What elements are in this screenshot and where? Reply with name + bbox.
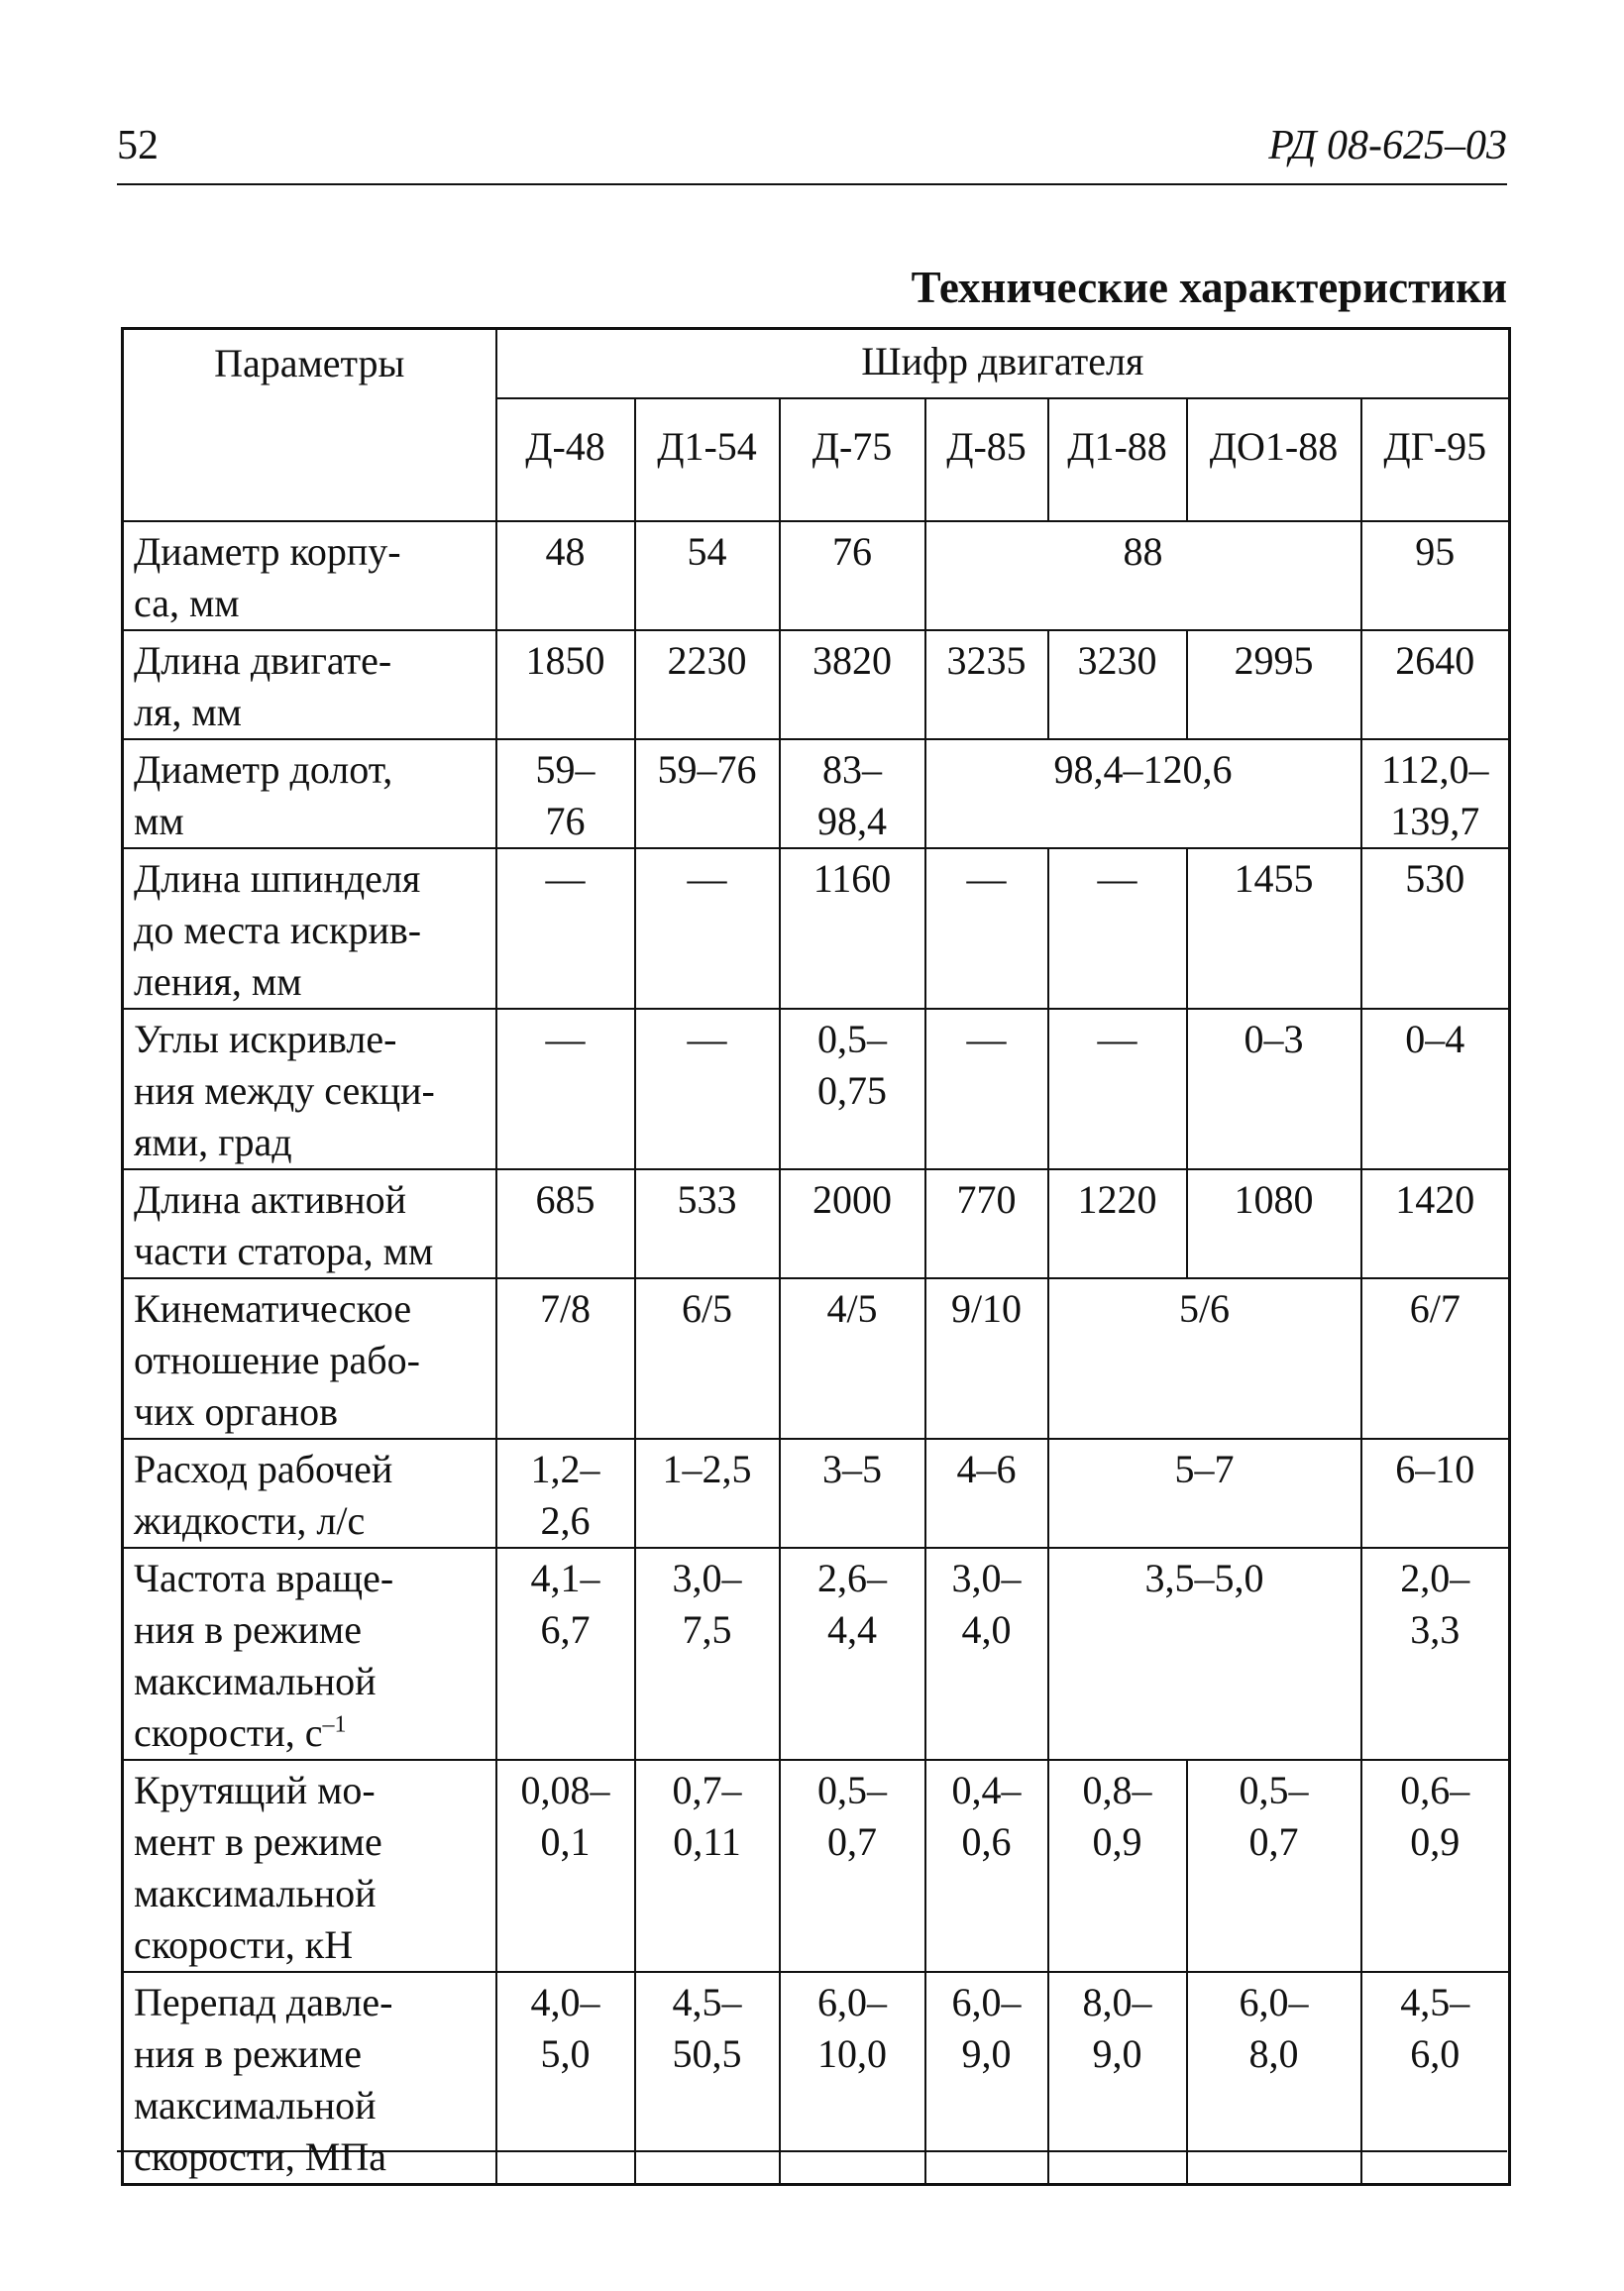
value-cell: 0,8– 0,9 — [1048, 1760, 1187, 1972]
value-cell: 2230 — [635, 630, 780, 739]
motor-code-header: Шифр двигателя — [496, 329, 1510, 399]
table-row — [123, 521, 1510, 630]
table-row — [123, 848, 1510, 1009]
header-rule — [117, 183, 1507, 185]
value-cell: 2,0– 3,3 — [1361, 1548, 1510, 1760]
value-cell: 54 — [635, 521, 780, 630]
param-cell: Углы искривле- ния между секци- ями, град — [123, 1009, 496, 1169]
value-cell: 3230 — [1048, 630, 1187, 739]
value-cell: 0–3 — [1187, 1009, 1361, 1169]
value-cell: 0,5– 0,7 — [1187, 1760, 1361, 1972]
value-cell: 2,6– 4,4 — [780, 1548, 925, 1760]
table-row — [123, 1760, 1510, 1972]
value-cell: 685 — [496, 1169, 635, 1278]
value-cell: 533 — [635, 1169, 780, 1278]
table-title: Технические характеристики — [911, 263, 1507, 312]
value-cell: 98,4–120,6 — [925, 739, 1361, 848]
motor-header: Д-48 — [496, 398, 635, 521]
value-cell: 6–10 — [1361, 1439, 1510, 1548]
value-cell: — — [925, 848, 1048, 1009]
param-cell — [123, 1548, 496, 1760]
param-cell: Расход рабочей жидкости, л/с — [123, 1439, 496, 1548]
value-cell: 76 — [780, 521, 925, 630]
table-row — [123, 739, 1510, 848]
value-cell: 0,6– 0,9 — [1361, 1760, 1510, 1972]
value-cell: 0,5– 0,7 — [780, 1760, 925, 1972]
value-cell: 1220 — [1048, 1169, 1187, 1278]
value-cell: 4,5– 50,5 — [635, 1972, 780, 2185]
value-cell: — — [635, 1009, 780, 1169]
motor-header: Д-75 — [780, 398, 925, 521]
param-cell: Перепад давле- ния в режиме максимальной скорости, МПа — [123, 1972, 496, 2185]
param-cell: Крутящий мо- мент в режиме максимальной скорости, кН — [123, 1760, 496, 1972]
param-column-header: Параметры — [123, 329, 496, 522]
document-code: РД 08-625–03 — [1268, 123, 1507, 168]
param-cell: Длина двигате- ля, мм — [123, 630, 496, 739]
value-cell: 3,5–5,0 — [1048, 1548, 1361, 1760]
param-cell: Кинематическое отношение рабо- чих органов — [123, 1278, 496, 1439]
value-cell: 3820 — [780, 630, 925, 739]
param-cell: Диаметр корпу- са, мм — [123, 521, 496, 630]
unit-exponent: –1 — [322, 1711, 347, 1738]
value-cell: — — [496, 1009, 635, 1169]
value-cell: 1,2– 2,6 — [496, 1439, 635, 1548]
table-row — [123, 630, 1510, 739]
table-header-row — [123, 329, 1510, 399]
value-cell: 6,0– 9,0 — [925, 1972, 1048, 2185]
value-cell: 0,7– 0,11 — [635, 1760, 780, 1972]
value-cell: 59–76 — [635, 739, 780, 848]
value-cell: 4,1– 6,7 — [496, 1548, 635, 1760]
value-cell: 48 — [496, 521, 635, 630]
value-cell: 1160 — [780, 848, 925, 1009]
value-cell: 112,0– 139,7 — [1361, 739, 1510, 848]
table-row — [123, 1972, 1510, 2185]
value-cell: 2640 — [1361, 630, 1510, 739]
value-cell: 1080 — [1187, 1169, 1361, 1278]
motor-header: Д-85 — [925, 398, 1048, 521]
table-row — [123, 1009, 1510, 1169]
value-cell: 6,0– 10,0 — [780, 1972, 925, 2185]
value-cell: 0–4 — [1361, 1009, 1510, 1169]
value-cell: 9/10 — [925, 1278, 1048, 1439]
value-cell: 2000 — [780, 1169, 925, 1278]
value-cell: 59– 76 — [496, 739, 635, 848]
value-cell: 3235 — [925, 630, 1048, 739]
value-cell: 6/5 — [635, 1278, 780, 1439]
footer-rule — [117, 2150, 1507, 2152]
table-row — [123, 1278, 1510, 1439]
value-cell: — — [1048, 1009, 1187, 1169]
value-cell: 7/8 — [496, 1278, 635, 1439]
value-cell: 3,0– 7,5 — [635, 1548, 780, 1760]
value-cell: 770 — [925, 1169, 1048, 1278]
page-number: 52 — [117, 123, 159, 168]
specifications-table — [121, 327, 1511, 2186]
motor-header: ДГ-95 — [1361, 398, 1510, 521]
value-cell: 1455 — [1187, 848, 1361, 1009]
value-cell: 5–7 — [1048, 1439, 1361, 1548]
value-cell: 6,0– 8,0 — [1187, 1972, 1361, 2185]
param-text: Частота враще- ния в режиме максимальной скорости, с — [134, 1556, 394, 1755]
value-cell: 83– 98,4 — [780, 739, 925, 848]
value-cell: 4,0– 5,0 — [496, 1972, 635, 2185]
value-cell: — — [1048, 848, 1187, 1009]
value-cell: 530 — [1361, 848, 1510, 1009]
value-cell: 0,4– 0,6 — [925, 1760, 1048, 1972]
table-row — [123, 1548, 1510, 1760]
value-cell: 6/7 — [1361, 1278, 1510, 1439]
value-cell: 1420 — [1361, 1169, 1510, 1278]
table-row — [123, 1169, 1510, 1278]
value-cell: — — [635, 848, 780, 1009]
value-cell: 4,5– 6,0 — [1361, 1972, 1510, 2185]
value-cell: 95 — [1361, 521, 1510, 630]
value-cell: — — [496, 848, 635, 1009]
value-cell: 0,08– 0,1 — [496, 1760, 635, 1972]
value-cell: 1850 — [496, 630, 635, 739]
value-cell: 2995 — [1187, 630, 1361, 739]
value-cell: 4/5 — [780, 1278, 925, 1439]
value-cell: 0,5– 0,75 — [780, 1009, 925, 1169]
value-cell: 4–6 — [925, 1439, 1048, 1548]
param-cell: Длина активной части статора, мм — [123, 1169, 496, 1278]
value-cell: 3,0– 4,0 — [925, 1548, 1048, 1760]
value-cell: 3–5 — [780, 1439, 925, 1548]
value-cell: 1–2,5 — [635, 1439, 780, 1548]
motor-header: ДО1-88 — [1187, 398, 1361, 521]
value-cell: 88 — [925, 521, 1361, 630]
param-cell: Диаметр долот, мм — [123, 739, 496, 848]
motor-header: Д1-54 — [635, 398, 780, 521]
motor-header: Д1-88 — [1048, 398, 1187, 521]
value-cell: 8,0– 9,0 — [1048, 1972, 1187, 2185]
table-row — [123, 1439, 1510, 1548]
param-cell: Длина шпинделя до места искрив- ления, мм — [123, 848, 496, 1009]
value-cell: — — [925, 1009, 1048, 1169]
value-cell: 5/6 — [1048, 1278, 1361, 1439]
